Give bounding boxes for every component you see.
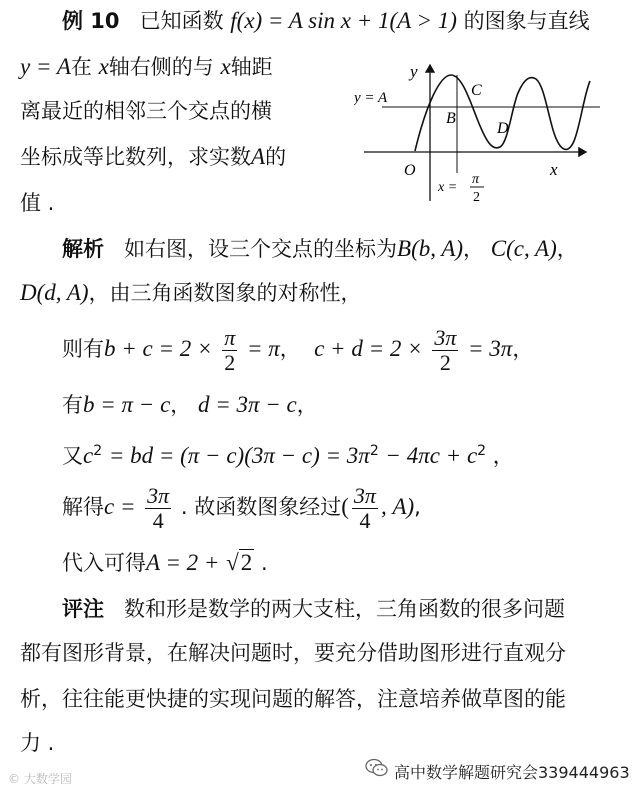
watermark: © 大数学园	[8, 772, 72, 786]
equation: c	[83, 443, 94, 468]
exponent: 2	[369, 443, 379, 459]
y-axis-label: y	[410, 62, 418, 81]
punct: ,	[414, 495, 421, 519]
punct: ，	[492, 444, 514, 468]
xeq-label: x =	[438, 180, 458, 195]
line-equation: y = A	[20, 54, 71, 79]
solution-text: 解得	[62, 495, 104, 519]
exponent: 2	[477, 443, 487, 459]
problem-text: 坐标成等比数列，求实数	[20, 145, 251, 169]
note-label: 评注	[62, 597, 104, 621]
note-line-1	[62, 594, 565, 624]
two-label: 2	[473, 190, 480, 205]
var-x: x	[220, 54, 231, 79]
function-expression: f(x) = A sin x + 1(A > 1)	[230, 8, 457, 33]
fraction	[145, 484, 171, 533]
equation: = 3π	[468, 336, 513, 361]
point-label-D: D	[497, 120, 509, 137]
solution-line-1	[62, 234, 578, 264]
sine-graph-figure	[354, 55, 602, 207]
note-line-2	[20, 638, 566, 668]
line-label: y = A	[354, 90, 388, 106]
solution-text: 则有	[62, 337, 104, 361]
point-label-C: C	[471, 82, 482, 99]
example-label: 例 10	[62, 9, 120, 33]
note-text: 力 .	[20, 731, 55, 755]
point-D: D(d, A)	[20, 280, 89, 305]
numerator: π	[224, 324, 236, 350]
fraction	[432, 326, 458, 375]
equation: − 4πc + c	[385, 443, 478, 468]
problem-line-4	[20, 142, 286, 172]
equation: , A)	[380, 494, 415, 519]
denominator: 4	[359, 507, 371, 533]
denominator: 2	[224, 349, 236, 375]
paren: (	[341, 494, 349, 519]
note-text: 析，往往能更快捷的实现问题的解答，注意培养做草图的能	[20, 687, 566, 711]
equation: b = π − c	[83, 392, 171, 417]
denominator: 4	[152, 507, 164, 533]
equation: A = 2 +	[146, 550, 220, 575]
radicand: 2	[240, 550, 253, 575]
numerator: 3π	[147, 482, 170, 508]
problem-text: 离最近的相邻三个交点的横	[20, 99, 272, 123]
denominator: 2	[439, 349, 451, 375]
equation: = π	[246, 336, 280, 361]
var-A: A	[251, 144, 266, 169]
solution-text: 又	[62, 444, 83, 468]
sqrt: √2	[226, 550, 253, 575]
var-x: x	[98, 54, 109, 79]
point-C: C(c, A)	[490, 236, 557, 261]
solution-text: ，由三角函数图象的对称性，	[88, 281, 362, 305]
problem-text: 的	[265, 145, 287, 169]
punct: ，	[512, 337, 534, 361]
equation: b + c = 2 ×	[104, 336, 213, 361]
problem-text: 轴右侧的与	[108, 55, 214, 79]
equation: = bd = (π − c)(3π − c) = 3π	[108, 443, 370, 468]
problem-text: 的图象与直线	[463, 9, 590, 33]
problem-text: 轴距	[230, 55, 273, 79]
punct: ，	[556, 237, 578, 261]
solution-line-3	[62, 322, 533, 376]
sine-curve	[415, 75, 590, 151]
equation: d = 3π − c	[197, 392, 297, 417]
problem-text: 已知函数	[139, 9, 224, 33]
problem-line-5	[20, 188, 54, 218]
punct: ，	[463, 237, 485, 261]
x-axis-label: x	[550, 160, 558, 179]
point-label-B: B	[446, 110, 456, 127]
solution-line-6	[62, 480, 421, 534]
point-B: B(b, A)	[397, 236, 464, 261]
solution-line-2	[20, 278, 362, 308]
note-text: 都有图形背景，在解决问题时，要充分借助图形进行直观分	[20, 641, 566, 665]
problem-line-2	[20, 52, 273, 82]
solution-label: 解析	[62, 237, 104, 261]
note-text: 数和形是数学的两大支柱，三角函数的很多问题	[124, 597, 566, 621]
punct: ，	[296, 393, 318, 417]
problem-line-3	[20, 96, 272, 126]
equation: c =	[104, 494, 136, 519]
origin-label: O	[404, 162, 416, 179]
pi-label: π	[472, 172, 480, 187]
exponent: 2	[93, 443, 103, 459]
punct: ，	[170, 393, 192, 417]
solution-text: 如右图，设三个交点的坐标为	[124, 237, 398, 261]
solution-line-7	[62, 548, 268, 578]
note-line-3	[20, 684, 566, 714]
solution-text: . 故函数图象经过	[180, 495, 342, 519]
solution-text: 有	[62, 393, 83, 417]
problem-line-1	[62, 6, 590, 36]
equation: c + d = 2 ×	[314, 336, 423, 361]
account-name: 高中数学解题研究会339444963	[394, 763, 630, 782]
fraction	[222, 326, 237, 375]
wechat-icon	[365, 757, 389, 779]
fraction	[352, 484, 378, 533]
solution-line-4	[62, 390, 318, 420]
punct: ，	[279, 337, 301, 361]
solution-line-5	[62, 436, 514, 471]
note-line-4	[20, 728, 54, 758]
punct: .	[260, 551, 268, 575]
numerator: 3π	[434, 324, 457, 350]
problem-text: 值 .	[20, 191, 55, 215]
solution-text: 代入可得	[62, 551, 146, 575]
numerator: 3π	[353, 482, 376, 508]
problem-text: 在	[70, 55, 92, 79]
